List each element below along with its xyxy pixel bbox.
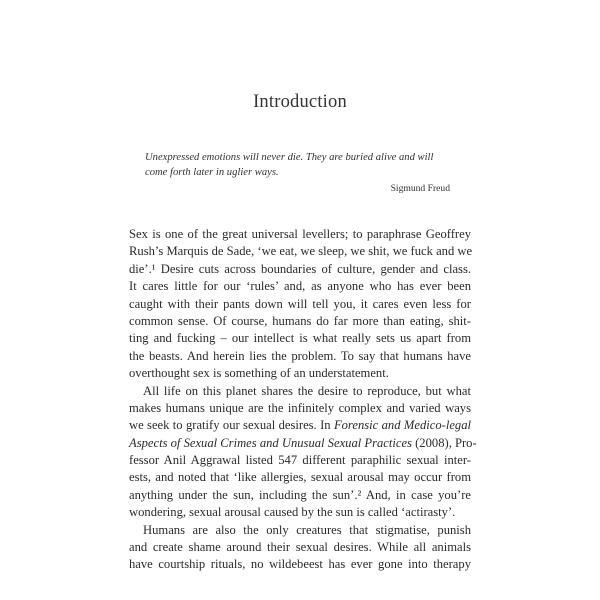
epigraph-line: Unexpressed emotions will never die. They are buried alive and will [145,152,434,163]
body-text [129,226,477,574]
body-line: Rush’s Marquis de Sade, ‘we eat, we sleep, we shit, we fuck and we [129,244,473,259]
book-title-italic: Forensic and Medico-legal [333,418,471,433]
epigraph-attribution: Sigmund Freud [390,183,450,194]
body-line: wondering, sexual arousal caused by the sun is called ‘actirasty’. [129,505,456,520]
epigraph-line: come forth later in uglier ways. [145,167,279,178]
body-line: All life on this planet shares the desire to reproduce, but what [143,383,471,398]
body-line: ests, and noted that ‘like allergies, sexual arousal may occur from [129,470,471,485]
body-line: anything under the sun, including the sun’.² And, in case you’re [129,487,471,502]
body-line: and create shame around their sexual desires. While all animals [129,540,471,555]
body-line: common sense. Of course, humans do far more than eating, shit- [129,313,471,328]
body-line: Sex is one of the great universal levellers; to paraphrase Geoffrey [129,227,471,241]
epigraph-quote [145,150,465,180]
body-line: makes humans unique are the infinitely complex and varied ways [129,400,471,415]
body-line: we seek to gratify our sexual desires. In Forensic and Medico-legal [129,418,471,433]
body-line: It cares little for our ‘rules’ and, as anyone who has ever been [129,279,471,294]
body-line: the beasts. And herein lies the problem. To say that humans have [129,348,471,363]
body-line: Humans are also the only creatures that stigmatise, punish [143,522,471,537]
body-line: overthought sex is something of an understatement. [129,366,389,381]
body-line: Aspects of Sexual Crimes and Unusual Sexual Practices (2008), Pro- [129,435,477,450]
body-line: ting and fucking – our intellect is what really sets us apart from [129,331,471,346]
body-line: have courtship rituals, no wildebeest has ever gone into therapy [129,557,471,572]
body-line: fessor Anil Aggrawal listed 547 different paraphilic sexual inter- [129,453,471,468]
book-title-italic: Aspects of Sexual Crimes and Unusual Sexual Practices [129,435,412,450]
body-line: caught with their pants down will tell you, it cares even less for [129,296,471,311]
body-line: die’.¹ Desire cuts across boundaries of culture, gender and class. [129,261,471,276]
chapter-title: Introduction [253,92,347,112]
